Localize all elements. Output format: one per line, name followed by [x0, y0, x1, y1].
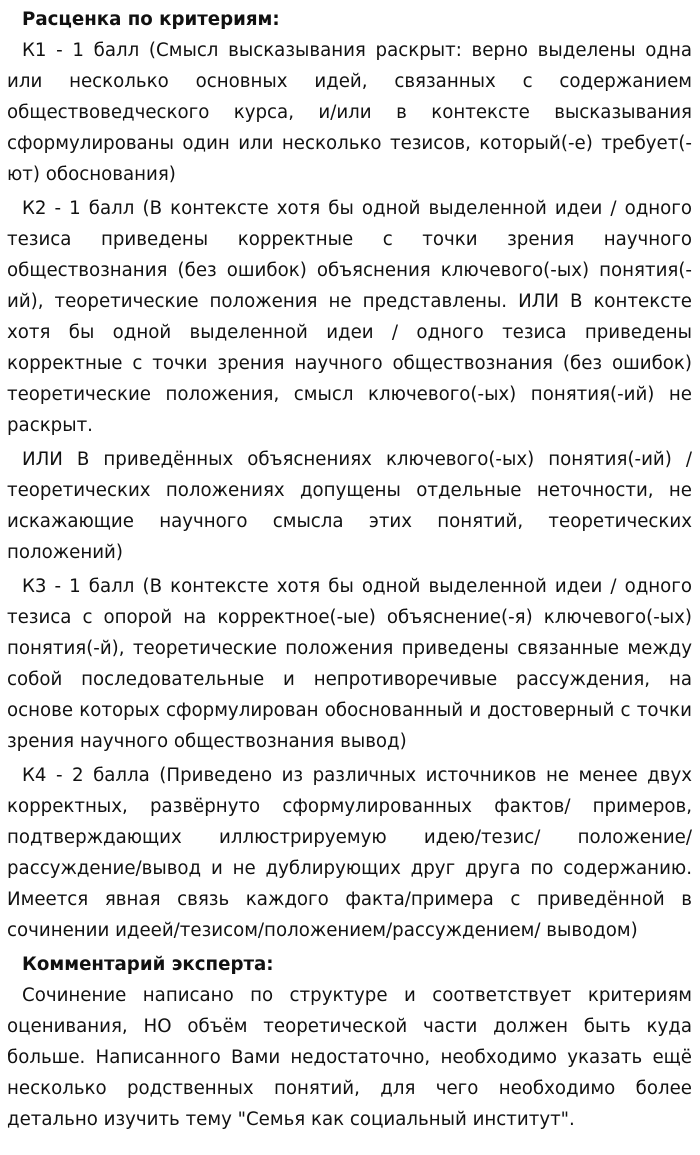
- criterion-k2-alternative: ИЛИ В приведённых объяснениях ключевого(-ых) понятия(-ий) / теоретических положениях допущены отдельные неточности, не искажающие научного смысла этих понятий, теоретических положений): [7, 449, 692, 563]
- expert-comment: Сочинение написано по структуре и соответствует критериям оценивания, НО объём теоретической части должен быть куда больше. Написанного Вами недостаточно, необходимо указать ещё несколько родственных понятий, для чего необходимо более детально изучить тему "Семья как социальный институт".: [7, 985, 692, 1130]
- criterion-k3: К3 - 1 балл (В контексте хотя бы одной выделенной идеи / одного тезиса с опорой на корректное(-ые) объяснение(-я) ключевого(-ых) понятия(-й), теоретические положения приведены связанные между собой последовательные и непротиворечивые рассуждения, на основе которых сформулирован обоснованный и достоверный с точки зрения научного обществознания вывод): [7, 576, 692, 752]
- criteria-heading: Расценка по критериям:: [22, 9, 280, 30]
- comment-heading: Комментарий эксперта:: [22, 954, 274, 975]
- criterion-k1: К1 - 1 балл (Смысл высказывания раскрыт: верно выделены одна или несколько основных идей, связанных с содержанием обществоведческого курса, и/или в контексте высказывания сформулированы один или несколько тезисов, который(-е) требует(-ют) обоснования): [7, 40, 692, 185]
- criterion-k4: К4 - 2 балла (Приведено из различных источников не менее двух корректных, развёрнуто сформулированных фактов/ примеров, подтверждающих иллюстрируемую идею/тезис/ положение/ рассуждение/вывод и не дублирующих друг друга по содержанию. Имеется явная связь каждого факта/примера с приведённой в сочинении идеей/тезисом/положением/рассуждением/ выводом): [7, 765, 692, 941]
- criterion-k2: К2 - 1 балл (В контексте хотя бы одной выделенной идеи / одного тезиса приведены корректные с точки зрения научного обществознания (без ошибок) объяснения ключевого(-ых) понятия(-ий), теоретические положения не представлены. ИЛИ В контексте хотя бы одной выделенной идеи / одного тезиса приведены корректные с точки зрения научного обществознания (без ошибок) теоретические положения, смысл ключевого(-ых) понятия(-ий) не раскрыт.: [7, 198, 692, 436]
